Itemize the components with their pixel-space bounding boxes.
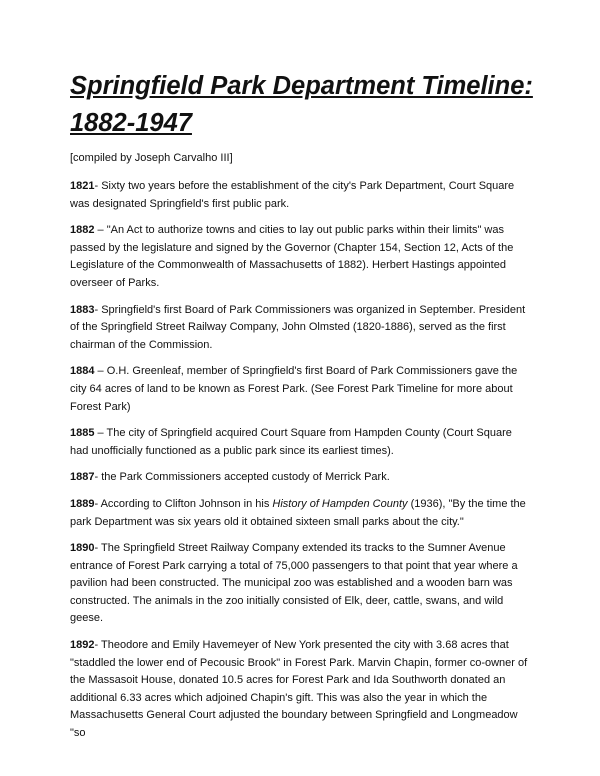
entry-year: 1890: [70, 542, 95, 555]
entry-year: 1884: [70, 365, 95, 378]
title-line-1: Springfield Park Department Timeline:: [70, 72, 533, 100]
entry-text: - Springfield's first Board of Park Commissioners was organized in September. President of the Springfield Street Railway Company, John Olmsted (1820-1886), served as the first chairman of the Commission.: [70, 303, 526, 351]
entry-text: – The city of Springfield acquired Court Square from Hampden County (Court Square had unofficially functioned as a public park since its earliest times).: [70, 427, 512, 457]
timeline-entry-1890: [70, 540, 532, 628]
entry-text: – "An Act to authorize towns and cities to lay out public parks within their limits" was passed by the legislature and signed by the Governor (Chapter 154, Section 12, Acts of the Legislature of the Commonwealth of Massachusetts of 1882). Herbert Hastings appointed overseer of Parks.: [70, 224, 514, 289]
entry-year: 1882: [70, 224, 95, 237]
entry-text: – O.H. Greenleaf, member of Springfield's first Board of Park Commissioners gave the city 64 acres of land to be known as Forest Park. (See Forest Park Timeline for more about Forest Park): [70, 365, 518, 413]
timeline-entry-1883: [70, 302, 532, 355]
entry-year: 1883: [70, 303, 95, 316]
entry-year: 1885: [70, 427, 95, 440]
timeline-entry-1821: [70, 178, 532, 213]
entry-year: 1892: [70, 639, 95, 652]
entry-year: 1821: [70, 180, 95, 192]
entry-year: 1889: [70, 497, 95, 510]
entry-text: (1936), "By the time the park Department was six years old it obtained sixteen small parks about the city.": [70, 497, 526, 528]
timeline-entry-1884: [70, 363, 532, 416]
timeline-entry-1882: [70, 222, 532, 292]
timeline-entry-1885: [70, 425, 532, 460]
timeline-body: [70, 178, 532, 752]
entry-text: - Sixty two years before the establishment of the city's Park Department, Court Square was designated Springfield's first public park.: [70, 180, 515, 210]
book-title: History of Hampden County: [272, 497, 408, 510]
document-title: [70, 68, 540, 142]
entry-text: - The Springfield Street Railway Company extended its tracks to the Sumner Avenue entrance of Forest Park carrying a total of 75,000 passengers to that point that year where a pavilion had been constructed. The municipal zoo was established and a wooden barn was constructed. The animals in the zoo initially consisted of Elk, deer, cattle, swans, and wild geese.: [70, 542, 518, 625]
title-line-2: 1882-1947: [70, 109, 192, 137]
timeline-entry-1892: [70, 637, 532, 743]
entry-year: 1887: [70, 471, 95, 484]
entry-text: - Theodore and Emily Havemeyer of New York presented the city with 3.68 acres that "staddled the lower end of Pecousic Brook" in Forest Park. Marvin Chapin, former co-owner of the Massasoit House, donated 10.5 acres for Forest Park and Ida Southworth donated an additional 6.33 acres which adjoined Chapin's gift. This was also the year in which the Massachusetts General Court adjusted the boundary between Springfield and Longmeadow "so: [70, 639, 528, 740]
timeline-entry-1887: [70, 469, 532, 487]
compiled-by-note: [compiled by Joseph Carvalho III]: [70, 152, 233, 164]
timeline-entry-1889: [70, 496, 532, 531]
entry-text: - the Park Commissioners accepted custody of Merrick Park.: [94, 471, 390, 484]
entry-text: - According to Clifton Johnson in his: [94, 497, 273, 510]
